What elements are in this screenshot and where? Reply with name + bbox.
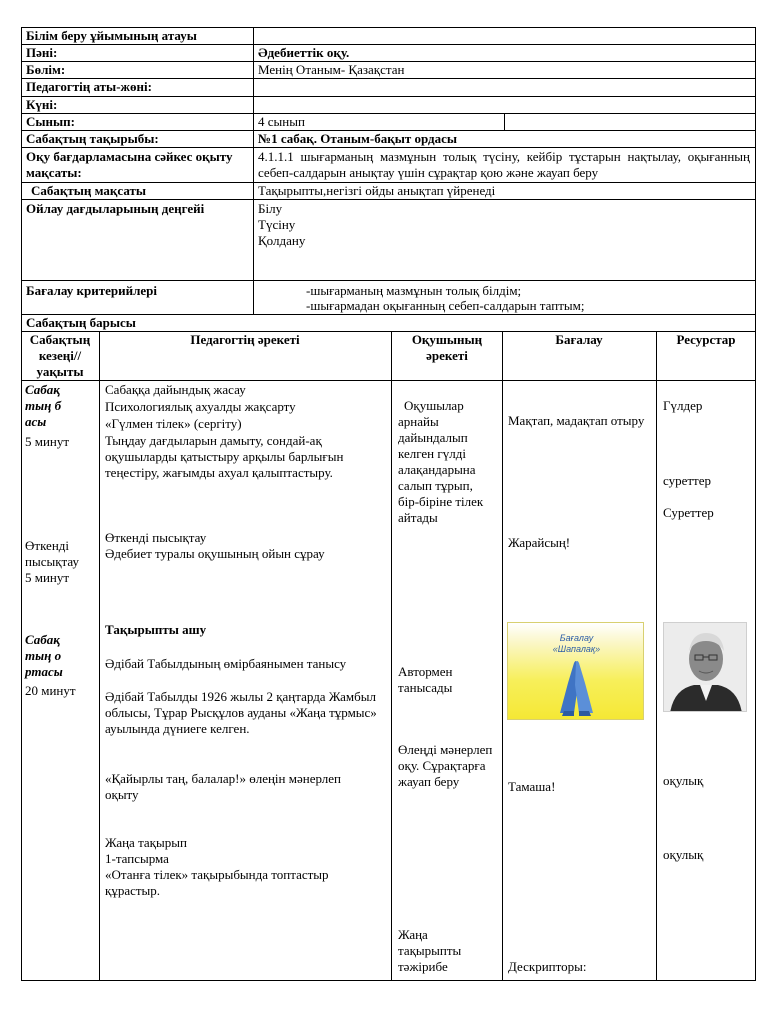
org-name-label: Білім беру ұйымының атауы — [26, 28, 197, 43]
teacher-biography-intro: Әдібай Табылдының өмірбаянымен танысу — [105, 656, 347, 671]
teacher-task-1: 1-тапсырма — [105, 851, 169, 866]
subject-value: Әдебиеттік оқу. — [258, 45, 350, 60]
section-value: Менің Отаным- Қазақстан — [258, 62, 405, 77]
stage-start-time: 5 минут — [25, 434, 70, 449]
author-portrait — [663, 622, 747, 712]
section-label: Бөлім: — [26, 62, 66, 77]
badge-title: Бағалау «Шапалақ» — [552, 633, 601, 654]
assessment-praise: Мақтап, мадақтап отыру — [508, 413, 645, 428]
lesson-topic-label: Сабақтың тақырыбы: — [26, 131, 159, 146]
resource-pictures-1: суреттер — [663, 473, 712, 488]
author-portrait-icon — [664, 623, 747, 712]
student-poem-reading: Өлеңді мәнерлеп оқу. Сұрақтарға жауап беру — [398, 742, 493, 789]
lesson-progress-title: Сабақтың барысы — [26, 315, 136, 330]
praying-hands-icon — [508, 623, 645, 721]
thinking-skills-label: Ойлау дағдыларының деңгейі — [26, 201, 205, 216]
stage-review-time: 5 минут — [25, 570, 70, 585]
assessment-criterion-2: -шығармадан оқығанның себеп-салдарын таптым; — [306, 298, 585, 313]
lesson-topic-value: №1 сабақ. Отаным-бақыт ордасы — [258, 131, 458, 146]
column-header-stage: Сабақтың кезеңі// уақыты — [29, 332, 91, 379]
lesson-aim-label: Сабақтың мақсаты — [31, 183, 147, 198]
subject-label: Пәні: — [26, 45, 58, 60]
stage-middle-title: Сабақтың ортасы — [25, 632, 63, 679]
thinking-skill-knowledge: Білу — [258, 201, 283, 216]
learning-objective-label: Оқу бағдарламасына сәйкес оқыту мақсаты: — [26, 149, 233, 180]
teacher-prep: Сабаққа дайындық жасау — [105, 382, 246, 397]
student-flower-wish: Оқушылар арнайы дайындалып келген гүлді алақандарына салып тұрып, бір-біріне тілек айтады — [398, 398, 484, 525]
resource-flowers: Гүлдер — [663, 398, 703, 413]
column-header-resources: Ресурстар — [676, 332, 736, 347]
teacher-biography-text: Әдібай Табылды 1926 жылы 2 қаңтарда Жамбыл облысы, Тұрар Рысқұлов ауданы «Жаңа тұрмыс» ауылында дүниеге келген. — [105, 689, 377, 736]
teacher-review: Өткенді пысықтау — [105, 530, 207, 545]
assessment-criteria-label: Бағалау критерийлері — [26, 283, 157, 298]
column-header-student: Оқушының әрекеті — [411, 332, 483, 363]
assessment-descriptors: Дескрипторы: — [508, 959, 587, 974]
teacher-task-1-desc: «Отанға тілек» тақырыбында топтастыр құрастыр. — [105, 867, 329, 898]
teacher-poem-reading: «Қайырлы таң, балалар!» өлеңін мәнерлеп оқыту — [105, 771, 342, 802]
student-meet-author: Автормен танысады — [398, 664, 453, 695]
student-new-topic: Жаңа тақырыпты тәжірибе — [398, 927, 462, 974]
stage-review-line-1: Өткенді — [25, 538, 70, 553]
assessment-great: Тамаша! — [508, 779, 556, 794]
teacher-psych: Психологиялық ахуалды жақсарту — [105, 399, 296, 414]
column-header-teacher: Педагогтің әрекеті — [190, 332, 300, 347]
learning-objective-value: 4.1.1.1 шығарманың мазмұнын толық түсіну, кейбір тұстарын нақтылау, оқығанның себеп-салдарын анықтау үшін сұрақтар қою және жауап беру — [258, 149, 750, 180]
teacher-review-question: Әдебиет туралы оқушының ойын сұрау — [105, 546, 325, 561]
thinking-skill-application: Қолдану — [258, 233, 306, 248]
grade-label: Сынып: — [26, 114, 75, 129]
assessment-criterion-1: -шығарманың мазмұнын толық білдім; — [306, 283, 522, 298]
teacher-topic-title: Тақырыпты ашу — [105, 622, 207, 637]
lesson-aim-value: Тақырыпты,негізгі ойды анықтап үйренеді — [258, 183, 496, 198]
date-label: Күні: — [26, 97, 58, 112]
teacher-name-label: Педагогтің аты-жөні: — [26, 79, 152, 94]
resource-textbook-2: оқулық — [663, 847, 704, 862]
resource-textbook-1: оқулық — [663, 773, 704, 788]
resource-pictures-2: Суреттер — [663, 505, 714, 520]
teacher-new-topic: Жаңа тақырып — [105, 835, 187, 850]
clapping-assessment-badge — [507, 622, 644, 720]
column-header-assessment: Бағалау — [555, 332, 603, 347]
thinking-skill-understanding: Түсіну — [258, 217, 296, 232]
stage-start-title: Сабақтың басы — [25, 382, 62, 429]
teacher-listening-skills: Тыңдау дағдыларын дамыту, сондай-ақ оқушыларды қатыстыру арқылы барлығын теңестіру, жағымды ахуал қалыптастыру. — [105, 433, 344, 480]
teacher-flower-wish: «Гүлмен тілек» (сергіту) — [105, 416, 242, 431]
stage-middle-time: 20 минут — [25, 683, 76, 698]
assessment-well-done: Жарайсың! — [508, 535, 571, 550]
stage-review-line-2: пысықтау — [25, 554, 79, 569]
grade-value: 4 сынып — [258, 114, 305, 129]
